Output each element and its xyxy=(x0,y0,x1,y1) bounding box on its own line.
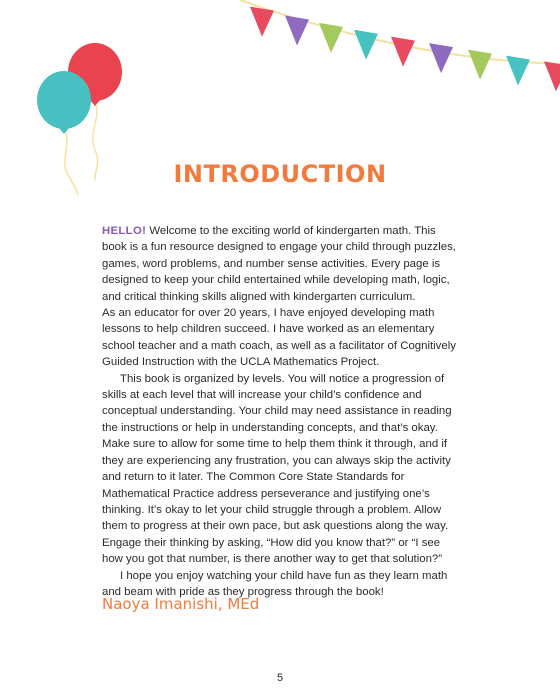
paragraph-educator: As an educator for over 20 years, I have enjoyed developing math lessons to help children succeed. I have worked as an elementary school teacher and a math coach, as well as a facilitator of Cognitively Guided Instruction with the UCLA Mathematics Project. xyxy=(102,307,456,369)
author-signature: Naoya Imanishi, MEd xyxy=(102,595,260,613)
bunting-flag xyxy=(506,56,530,86)
bunting-flag xyxy=(250,7,274,37)
bunting-banner xyxy=(240,0,560,91)
bunting-flag xyxy=(429,43,453,73)
paragraph-welcome xyxy=(102,223,458,305)
paragraph-closing: I hope you enjoy watching your child have fun as they learn math and beam with pride as they progress through the book! xyxy=(102,569,448,598)
hello-label: HELLO! xyxy=(102,225,147,237)
paragraph-organization: This book is organized by levels. You will notice a progression of skills at each level that will increase your child’s confidence and conceptual understanding. Your child may need assistance in reading the instructions or help in understanding concepts, and that’s okay. Make sure to allow for some time to help them think it through, and if they are experiencing any frustration, you can always skip the activity and return to it later. The Common Core State Standards for Mathematical Practice address perseverance and justifying one’s thinking. It’s okay to let your child struggle through a problem. Allow them to progress at their own pace, but ask questions along the way. Engage their thinking by asking, “How did you know that?” or “I see how you got that number, is there another way to get that solution?” xyxy=(102,372,452,566)
introduction-body xyxy=(102,223,458,600)
bunting-flag xyxy=(544,61,560,91)
teal-balloon-knot xyxy=(59,128,69,134)
bunting-flag xyxy=(391,37,415,67)
bunting-flag xyxy=(285,16,309,46)
page-number: 5 xyxy=(276,672,284,684)
page-title: INTRODUCTION xyxy=(173,160,387,188)
bunting-flag xyxy=(319,23,343,53)
red-balloon-knot xyxy=(90,100,100,106)
bunting-flag xyxy=(354,30,378,60)
paragraph-welcome-text: Welcome to the exciting world of kindergarten math. This book is a fun resource designed to engage your child through puzzles, games, word problems, and number sense activities. Every page is designed to keep your child entertained while developing math, logic, and critical thinking skills aligned with kindergarten curriculum. xyxy=(102,225,456,303)
bunting-flag xyxy=(468,50,492,80)
teal-balloon xyxy=(37,71,91,129)
